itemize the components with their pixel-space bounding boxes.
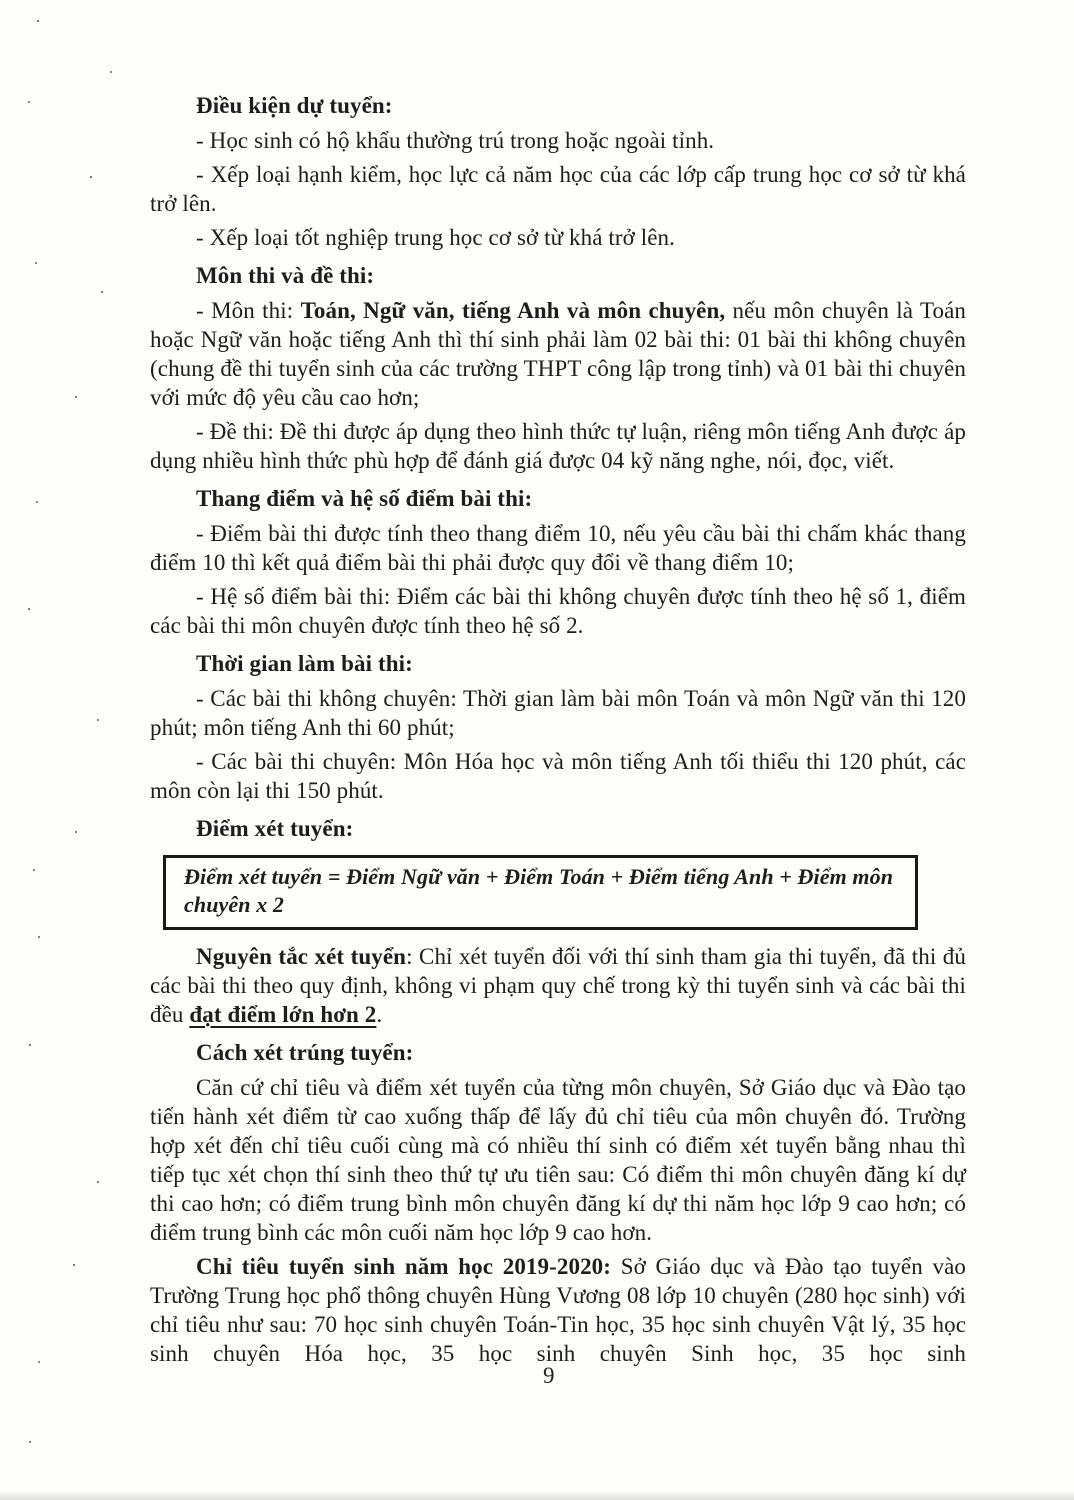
- text-run: : Chỉ xét tuyển đối với thí sinh tham gia thi tuyển, đã thi đủ các bài thi theo quy định, không vi phạm quy chế trong kỳ thi tuyển sinh và các bài thi đều: [150, 944, 966, 1027]
- heading-mon-thi-va-de-thi: [150, 261, 966, 290]
- para-he-so-diem: [150, 582, 966, 640]
- text-run: - Hệ số điểm bài thi: Điểm các bài thi không chuyên được tính theo hệ số 1, điểm các bài thi môn chuyên được tính theo hệ số 2.: [150, 584, 966, 638]
- para-thi-khong-chuyen: [150, 684, 966, 742]
- text-run: Điểm xét tuyển:: [196, 816, 354, 841]
- heading-thang-diem-he-so: [150, 484, 966, 513]
- para-thi-chuyen: [150, 747, 966, 805]
- para-chi-tieu-tuyen-sinh: [150, 1252, 966, 1368]
- text-run: - Học sinh có hộ khẩu thường trú trong hoặc ngoài tỉnh.: [196, 128, 715, 153]
- text-run: Điểm xét tuyển = Điểm Ngữ văn + Điểm Toán + Điểm tiếng Anh + Điểm môn chuyên x 2: [184, 864, 894, 917]
- text-run: .: [376, 1002, 383, 1027]
- text-run: Toán, Ngữ văn, tiếng Anh và môn chuyên,: [300, 298, 726, 323]
- text-run: - Đề thi: Đề thi được áp dụng theo hình thức tự luận, riêng môn tiếng Anh được áp dụng nhiều hình thức phù hợp để đánh giá được 04 kỹ năng nghe, nói, đọc, viết.: [150, 419, 966, 473]
- heading-cach-xet-trung-tuyen: [150, 1038, 966, 1067]
- text-run: đạt điểm lớn hơn 2: [189, 1002, 377, 1027]
- para-hanh-kiem-hoc-luc: [150, 160, 966, 218]
- para-ho-khau: [150, 126, 966, 155]
- text-run: Sở Giáo dục và Đào tạo tuyển vào Trường Trung học phổ thông chuyên Hùng Vương 08 lớp 10 chuyên (280 học sinh) với chỉ tiêu như sau: 70 học sinh chuyên Toán-Tin học, 35 học sinh chuyên Vật lý, 35 học sinh chuyên Hóa học, 35 học sinh chuyên Sinh học, 35 học sinh: [150, 1254, 966, 1366]
- text-run: - Xếp loại hạnh kiểm, học lực cả năm học của các lớp cấp trung học cơ sở từ khá trở lên.: [150, 162, 966, 216]
- text-run: Thời gian làm bài thi:: [196, 651, 413, 676]
- text-run: Điều kiện dự tuyển:: [196, 93, 393, 118]
- para-de-thi: [150, 417, 966, 475]
- text-run: - Xếp loại tốt nghiệp trung học cơ sở từ khá trở lên.: [196, 225, 676, 250]
- text-run: Căn cứ chỉ tiêu và điểm xét tuyển của từng môn chuyên, Sở Giáo dục và Đào tạo tiến hành xét điểm từ cao xuống thấp để lấy đủ chỉ tiêu của môn chuyên đó. Trường hợp xét đến chỉ tiêu cuối cùng mà có nhiều thí sinh có điểm xét tuyển bằng nhau thì tiếp tục xét chọn thí sinh theo thứ tự ưu tiên sau: Có điểm thi môn chuyên đăng kí dự thi cao hơn; có điểm trung bình môn chuyên đăng kí dự thi năm học lớp 9 cao hơn; có điểm trung bình các môn cuối năm học lớp 9 cao hơn.: [150, 1075, 966, 1245]
- document-content: [150, 82, 966, 1373]
- text-run: - Các bài thi không chuyên: Thời gian làm bài môn Toán và môn Ngữ văn thi 120 phút; môn tiếng Anh thi 60 phút;: [150, 686, 966, 740]
- heading-diem-xet-tuyen: [150, 814, 966, 843]
- text-run: - Môn thi:: [196, 298, 301, 323]
- para-nguyen-tac-xet-tuyen: [150, 942, 966, 1029]
- heading-dieu-kien-du-tuyen: [150, 91, 966, 120]
- text-run: Thang điểm và hệ số điểm bài thi:: [196, 486, 533, 511]
- text-run: Cách xét trúng tuyển:: [196, 1040, 414, 1065]
- para-mon-thi: [150, 296, 966, 412]
- scan-noise: [0, 0, 2, 2]
- text-run: Nguyên tắc xét tuyển: [196, 944, 407, 969]
- heading-thoi-gian-lam-bai: [150, 649, 966, 678]
- para-tot-nghiep: [150, 223, 966, 252]
- text-run: nếu môn chuyên là Toán hoặc Ngữ văn hoặc tiếng Anh thì thí sinh phải làm 02 bài thi: 01 bài thi không chuyên (chung đề thi tuyển sinh của các trường THPT công lập trong tỉnh) và 01 bài thi chuyên với mức độ yêu cầu cao hơn;: [150, 298, 967, 410]
- para-can-cu-chi-tieu: [150, 1073, 966, 1247]
- score-formula-box: [163, 855, 918, 930]
- text-run: - Điểm bài thi được tính theo thang điểm 10, nếu yêu cầu bài thi chấm khác thang điểm 10 thì kết quả điểm bài thi phải được quy đổi về thang điểm 10;: [150, 521, 966, 575]
- page-number: 9: [543, 1363, 555, 1388]
- text-run: Môn thi và đề thi:: [196, 263, 375, 288]
- para-thang-diem-10: [150, 519, 966, 577]
- text-run: - Các bài thi chuyên: Môn Hóa học và môn tiếng Anh tối thiểu thi 120 phút, các môn còn lại thi 150 phút.: [150, 749, 966, 803]
- text-run: Chỉ tiêu tuyển sinh năm học 2019-2020:: [196, 1254, 612, 1279]
